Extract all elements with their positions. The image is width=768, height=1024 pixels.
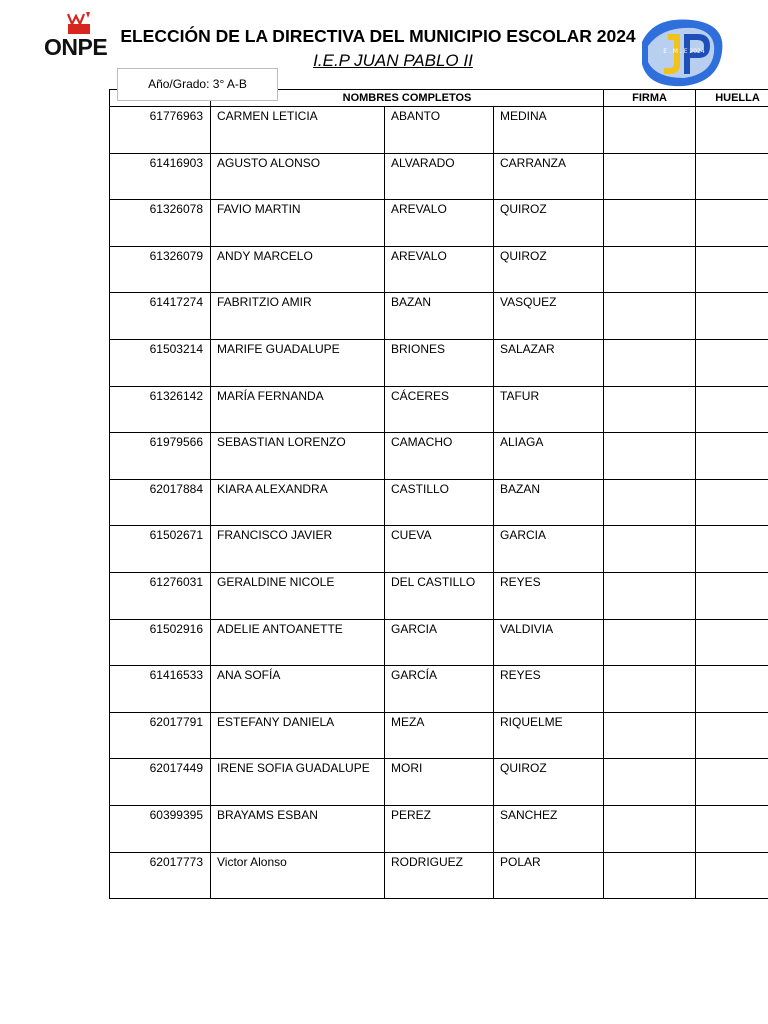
student-first-names: FRANCISCO JAVIER xyxy=(211,526,385,573)
table-row xyxy=(110,433,768,480)
student-dni: 62017773 xyxy=(110,852,211,899)
table-row xyxy=(110,153,768,200)
table-row xyxy=(110,805,768,852)
fingerprint-cell xyxy=(696,759,768,806)
signature-cell xyxy=(604,339,696,386)
student-first-names: IRENE SOFIA GUADALUPE xyxy=(211,759,385,806)
table-row xyxy=(110,526,768,573)
fingerprint-cell xyxy=(696,153,768,200)
signature-cell xyxy=(604,386,696,433)
student-maternal-surname: SANCHEZ xyxy=(494,805,604,852)
student-paternal-surname: GARCÍA xyxy=(385,666,494,713)
student-paternal-surname: CASTILLO xyxy=(385,479,494,526)
student-dni: 60399395 xyxy=(110,805,211,852)
table-row xyxy=(110,619,768,666)
student-dni: 61417274 xyxy=(110,293,211,340)
school-name: I.E.P JUAN PABLO II xyxy=(313,51,473,70)
student-maternal-surname: TAFUR xyxy=(494,386,604,433)
student-first-names: ESTEFANY DANIELA xyxy=(211,712,385,759)
table-row xyxy=(110,339,768,386)
student-first-names: ANDY MARCELO xyxy=(211,246,385,293)
student-paternal-surname: BRIONES xyxy=(385,339,494,386)
table-row xyxy=(110,572,768,619)
student-first-names: MARÍA FERNANDA xyxy=(211,386,385,433)
student-dni: 62017884 xyxy=(110,479,211,526)
signature-cell xyxy=(604,246,696,293)
table-row xyxy=(110,200,768,247)
student-dni: 62017449 xyxy=(110,759,211,806)
signature-cell xyxy=(604,852,696,899)
student-maternal-surname: CARRANZA xyxy=(494,153,604,200)
document-title: ELECCIÓN DE LA DIRECTIVA DEL MUNICIPIO ESCOLAR 2024 xyxy=(120,26,636,46)
student-paternal-surname: CAMACHO xyxy=(385,433,494,480)
fingerprint-cell xyxy=(696,666,768,713)
signature-cell xyxy=(604,805,696,852)
table-row xyxy=(110,759,768,806)
fingerprint-cell xyxy=(696,619,768,666)
student-paternal-surname: DEL CASTILLO xyxy=(385,572,494,619)
grade-label: Año/Grado: 3° A-B xyxy=(117,68,278,101)
signature-cell xyxy=(604,293,696,340)
student-dni: 61502916 xyxy=(110,619,211,666)
student-first-names: MARIFE GUADALUPE xyxy=(211,339,385,386)
student-maternal-surname: SALAZAR xyxy=(494,339,604,386)
student-first-names: Victor Alonso xyxy=(211,852,385,899)
signature-cell xyxy=(604,759,696,806)
student-first-names: BRAYAMS ESBAN xyxy=(211,805,385,852)
student-paternal-surname: RODRIGUEZ xyxy=(385,852,494,899)
fingerprint-cell xyxy=(696,246,768,293)
fingerprint-cell xyxy=(696,479,768,526)
student-paternal-surname: AREVALO xyxy=(385,200,494,247)
student-maternal-surname: REYES xyxy=(494,666,604,713)
table-row xyxy=(110,246,768,293)
student-paternal-surname: MEZA xyxy=(385,712,494,759)
student-dni: 61416903 xyxy=(110,153,211,200)
student-paternal-surname: PEREZ xyxy=(385,805,494,852)
fingerprint-cell xyxy=(696,526,768,573)
fingerprint-cell xyxy=(696,107,768,154)
student-maternal-surname: QUIROZ xyxy=(494,759,604,806)
table-row xyxy=(110,479,768,526)
fingerprint-cell xyxy=(696,339,768,386)
student-first-names: AGUSTO ALONSO xyxy=(211,153,385,200)
table-row xyxy=(110,852,768,899)
student-maternal-surname: BAZAN xyxy=(494,479,604,526)
signature-cell xyxy=(604,200,696,247)
student-maternal-surname: REYES xyxy=(494,572,604,619)
fingerprint-cell xyxy=(696,293,768,340)
student-paternal-surname: CUEVA xyxy=(385,526,494,573)
student-paternal-surname: AREVALO xyxy=(385,246,494,293)
voter-roster-table xyxy=(109,89,768,899)
column-header-huella: HUELLA xyxy=(696,90,768,107)
fingerprint-cell xyxy=(696,712,768,759)
signature-cell xyxy=(604,153,696,200)
table-row xyxy=(110,666,768,713)
student-first-names: CARMEN LETICIA xyxy=(211,107,385,154)
student-dni: 61979566 xyxy=(110,433,211,480)
student-maternal-surname: MEDINA xyxy=(494,107,604,154)
student-dni: 61326079 xyxy=(110,246,211,293)
signature-cell xyxy=(604,572,696,619)
student-maternal-surname: VASQUEZ xyxy=(494,293,604,340)
jp-logo-ring-text: E . M . E 2024 xyxy=(663,48,705,55)
student-paternal-surname: MORI xyxy=(385,759,494,806)
student-first-names: FAVIO MARTIN xyxy=(211,200,385,247)
signature-cell xyxy=(604,526,696,573)
fingerprint-cell xyxy=(696,805,768,852)
student-first-names: ADELIE ANTOANETTE xyxy=(211,619,385,666)
jp-school-logo xyxy=(634,12,730,92)
student-paternal-surname: ABANTO xyxy=(385,107,494,154)
signature-cell xyxy=(604,712,696,759)
signature-cell xyxy=(604,619,696,666)
fingerprint-cell xyxy=(696,386,768,433)
student-maternal-surname: VALDIVIA xyxy=(494,619,604,666)
student-maternal-surname: GARCIA xyxy=(494,526,604,573)
table-row xyxy=(110,712,768,759)
fingerprint-cell xyxy=(696,852,768,899)
student-dni: 61276031 xyxy=(110,572,211,619)
table-row xyxy=(110,293,768,340)
student-first-names: ANA SOFÍA xyxy=(211,666,385,713)
student-maternal-surname: QUIROZ xyxy=(494,200,604,247)
ballot-hand-icon xyxy=(64,10,96,36)
onpe-logo-text: ONPE xyxy=(44,34,108,60)
signature-cell xyxy=(604,479,696,526)
student-paternal-surname: GARCIA xyxy=(385,619,494,666)
column-header-firma: FIRMA xyxy=(604,90,696,107)
student-maternal-surname: ALIAGA xyxy=(494,433,604,480)
student-paternal-surname: CÁCERES xyxy=(385,386,494,433)
student-dni: 61326078 xyxy=(110,200,211,247)
student-dni: 61503214 xyxy=(110,339,211,386)
table-row xyxy=(110,386,768,433)
student-first-names: SEBASTIAN LORENZO xyxy=(211,433,385,480)
student-first-names: GERALDINE NICOLE xyxy=(211,572,385,619)
student-dni: 62017791 xyxy=(110,712,211,759)
table-row xyxy=(110,107,768,154)
signature-cell xyxy=(604,107,696,154)
student-dni: 61326142 xyxy=(110,386,211,433)
student-maternal-surname: QUIROZ xyxy=(494,246,604,293)
student-paternal-surname: ALVARADO xyxy=(385,153,494,200)
fingerprint-cell xyxy=(696,572,768,619)
student-first-names: FABRITZIO AMIR xyxy=(211,293,385,340)
column-header-nombres: NOMBRES COMPLETOS xyxy=(211,90,604,107)
student-maternal-surname: RIQUELME xyxy=(494,712,604,759)
signature-cell xyxy=(604,666,696,713)
student-dni: 61776963 xyxy=(110,107,211,154)
student-paternal-surname: BAZAN xyxy=(385,293,494,340)
student-dni: 61416533 xyxy=(110,666,211,713)
onpe-logo xyxy=(44,10,118,62)
student-dni: 61502671 xyxy=(110,526,211,573)
signature-cell xyxy=(604,433,696,480)
fingerprint-cell xyxy=(696,200,768,247)
roster-body xyxy=(110,107,768,899)
fingerprint-cell xyxy=(696,433,768,480)
student-first-names: KIARA ALEXANDRA xyxy=(211,479,385,526)
student-maternal-surname: POLAR xyxy=(494,852,604,899)
